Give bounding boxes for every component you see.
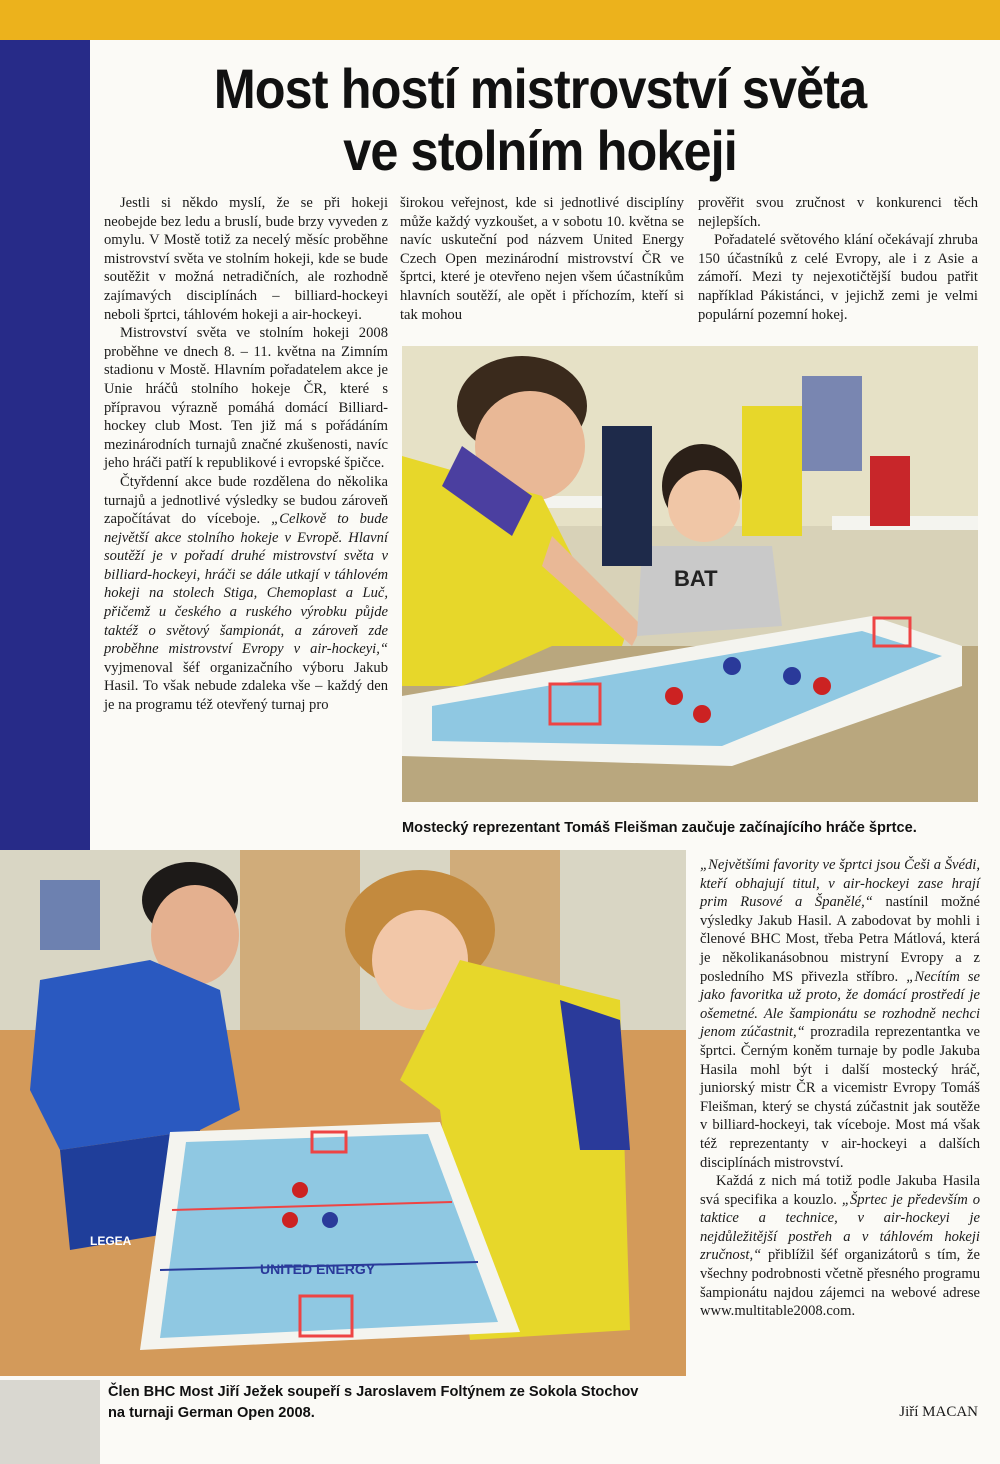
quote: „Celkově to bude největší akce stolního hokeje v Evropě. Hlavní soutěží je v pořadí druhé mistrovství světa v billiard-hockeyi, hráči se dále utkají v táhlovém hokeji na stolech Stiga, Chemoplast a Luč, přičemž u českého a ruského výrobku půjde taktéž o světový šampionát, a zároveň zde proběhne mistrovství Evropy v air-hockeyi,“ bbox=[104, 511, 388, 658]
quote: „Šprtec je především o taktice a technice, v air-hockeyi je nejdůležitější postřeh a v táhlovém hokeji zručnost,“ bbox=[700, 1191, 980, 1264]
page-margin-shade bbox=[0, 1380, 100, 1464]
paragraph: Jestli si někdo myslí, že se při hokeji neobejde bez ledu a bruslí, bude brzy vyveden z omylu. V Mostě totiž za necelý měsíc proběhne mistrovství světa ve stolním hokeji, kde se bude soutěžit v možná netradičních, ale rozhodně zajímavých disciplínách – billiard-hockeyi neboli šprtci, táhlovém hokeji a air-hockeyi. bbox=[104, 195, 388, 323]
paragraph-text: nastínil možné výsledky Jakub Hasil. A zabodovat by mohli i členové BHC Most, třeba Petra Mátlová, která je několikanásobnou mistryní Evropy a z posledního MS přivezla stříbro. bbox=[700, 894, 981, 985]
paragraph-text: Každá z nich má totiž podle Jakuba Hasila svá specifika a kouzlo. bbox=[700, 1173, 980, 1208]
article-title-line-2: ve stolním hokeji bbox=[343, 119, 737, 182]
photo-illustration bbox=[402, 346, 978, 802]
quote: „Necítím se jako favoritka už proto, že domácí prostředí je ošemetné. Ale šampionátu se rozhodně nechci jenom zúčastnit,“ bbox=[700, 968, 980, 1041]
paragraph bbox=[104, 473, 388, 715]
left-color-bar bbox=[0, 40, 90, 850]
article-column-4 bbox=[700, 856, 980, 1321]
paragraph: Pořadatelé světového klání očekávají zhruba 150 účastníků z celé Evropy, ale i z Asie a zámoří. Mezi ty nejexotičtější budou patřit například Pákistánci, v jejichž zemi je velmi populární pozemní hokej. bbox=[698, 232, 978, 323]
table-logo-text: UNITED ENERGY bbox=[260, 1261, 376, 1277]
photo-caption-top: Mostecký reprezentant Tomáš Fleišman zaučuje začínajícího hráče šprtce. bbox=[402, 820, 917, 836]
photo-match-bottom bbox=[0, 850, 686, 1376]
shirt-print-text: BAT bbox=[674, 566, 718, 591]
article-title bbox=[144, 58, 936, 182]
paragraph: prověřit svou zručnost v konkurenci těch nejlepších. bbox=[698, 195, 978, 230]
article-column-2 bbox=[400, 194, 684, 324]
paragraph-text: vyjmenoval šéf organizačního výboru Jakub Hasil. To však nebude zdaleka vše – každý den je na programu též otevřený turnaj pro bbox=[104, 659, 388, 714]
caption-line-1: Člen BHC Most Jiří Ježek soupeří s Jaroslavem Foltýnem ze Sokola Stochov bbox=[108, 1384, 639, 1400]
article-title-line-1: Most hostí mistrovství světa bbox=[213, 57, 867, 120]
paragraph-text: přiblížil šéf organizátorů s tím, že všechny podrobnosti včetně přesného programu šampionátu najdou zájemci na webové adrese www.multitable2008.com. bbox=[700, 1247, 980, 1320]
quote: „Největšími favority ve šprtci jsou Češi a Švédi, kteří obhajují titul, v air-hockeyi zase hrají prim Rusové a Španělé,“ bbox=[700, 857, 980, 911]
paragraph bbox=[700, 856, 980, 1172]
photo-caption-bottom bbox=[108, 1382, 688, 1424]
photo-illustration bbox=[0, 850, 686, 1376]
article-column-3 bbox=[698, 194, 978, 324]
photo-training-top bbox=[402, 346, 978, 802]
article-column-1 bbox=[104, 194, 388, 715]
author-name: Jiří MACAN bbox=[899, 1404, 978, 1420]
paragraph: Mistrovství světa ve stolním hokeji 2008 proběhne ve dnech 8. – 11. května na Zimním stadionu v Mostě. Hlavním pořadatelem akce je Unie hráčů stolního hokeje ČR, které s přípravou výrazně pomáhá domácí Billiard-hockey club Most. Ten již má s pořádáním mezinárodních turnajů značné zkušenosti, navíc jeho hráči patří k republikové i evropské špičce. bbox=[104, 325, 388, 472]
paragraph: širokou veřejnost, kde si jednotlivé disciplíny může každý vyzkoušet, a v sobotu 10. května se navíc uskuteční pod názvem United Energy Czech Open mezinárodní mistrovství ČR ve šprtci, které je otevřeno nejen všem účastníkům hlavních soutěží, ale opět i příchozím, kteří si tak mohou bbox=[400, 195, 684, 323]
shorts-print-text: LEGEA bbox=[90, 1234, 132, 1248]
caption-line-2: na turnaji German Open 2008. bbox=[108, 1405, 315, 1421]
top-color-strip bbox=[0, 0, 1000, 40]
paragraph-text: Čtyřdenní akce bude rozdělena do několika turnajů a jednotlivé výsledky se budou zároveň započítávat do víceboje. bbox=[104, 473, 388, 528]
paragraph bbox=[700, 1172, 980, 1321]
paragraph-text: prozradila reprezentantka ve šprtci. Černým koněm turnaje by podle Jakuba Hasila mohl být i další mostecký hráč, juniorský mistr ČR a vicemistr Evropy Tomáš Fleišman, který se chystá zúčastnit jak soutěže v billiard-hockeyi, tak víceboje. Most má však též reprezentanty v air-hockeyi a dalších disciplínách mistrovství. bbox=[700, 1024, 980, 1171]
